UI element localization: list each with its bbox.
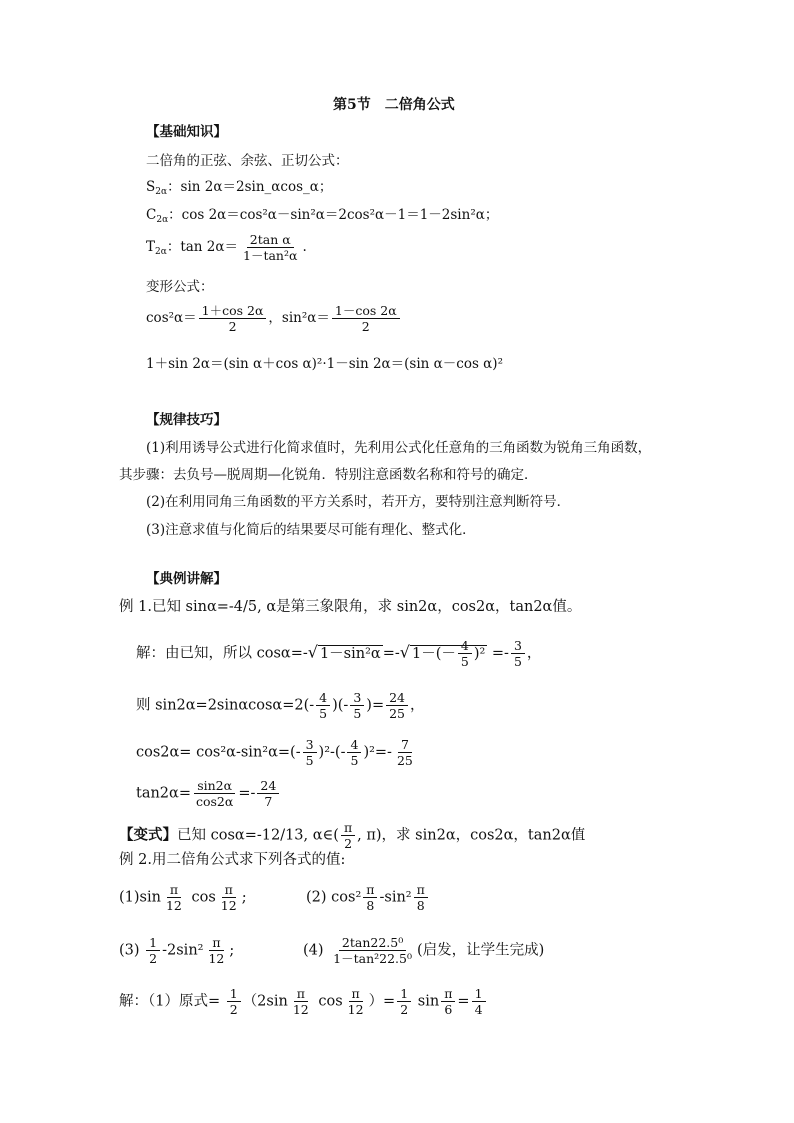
sol1-radicand-1: 1－sin²α — [319, 645, 381, 662]
t2a-prefix: ：tan 2α＝ — [166, 239, 238, 255]
q3-frac-1 — [146, 935, 160, 966]
sol2-frac-1 — [227, 986, 241, 1017]
sin2-den: 2 — [361, 319, 370, 334]
sol1-eq: =- — [487, 645, 509, 662]
q1-frac-1 — [163, 882, 185, 913]
cos2-den: 2 — [228, 319, 237, 334]
question-2 — [306, 882, 430, 913]
s2a-formula — [146, 178, 332, 201]
sin2-prefix: ，sin²α＝ — [268, 310, 330, 326]
q3-frac-2 — [205, 935, 227, 966]
t2a-label: T — [146, 239, 156, 255]
frac-den: 2 — [149, 951, 158, 966]
tan2-frac-1 — [193, 778, 236, 809]
solution-2 — [119, 986, 488, 1017]
t2a-fraction — [240, 232, 300, 263]
sin2-frac-1 — [316, 690, 330, 721]
t2a-den: 1－tan²α — [243, 248, 298, 263]
cos2-mid: )²-(- — [318, 744, 346, 761]
variant-frac — [341, 820, 355, 851]
tan2-frac-2 — [257, 778, 279, 809]
frac-den: 5 — [350, 753, 359, 768]
s2a-text: ：sin 2α＝2sin_αcos_α； — [167, 179, 333, 195]
q3-mid: -2sin² — [162, 942, 204, 959]
frac-num: π — [363, 882, 377, 898]
q4-frac — [330, 935, 415, 966]
frac-num: π — [222, 882, 236, 898]
frac-num: 3 — [511, 638, 525, 654]
frac-den: cos2α — [195, 794, 234, 809]
c2a-label: C — [146, 207, 157, 223]
q1-frac-2 — [218, 882, 240, 913]
variant-label: 【变式】 — [119, 826, 177, 844]
q2-frac-1 — [363, 882, 377, 913]
frac-num: 4 — [458, 638, 472, 654]
sol1-rad2-pre: 1－(－ — [411, 645, 456, 662]
frac-num: 1 — [146, 935, 160, 951]
s2a-sub: 2α — [155, 187, 168, 197]
sol1-mid: =- — [382, 645, 400, 662]
frac-num: π — [349, 986, 363, 1002]
frac-num: π — [294, 986, 308, 1002]
question-3 — [119, 935, 234, 966]
frac-num: π — [441, 986, 455, 1002]
cos2-eq: )²=- — [363, 744, 392, 761]
frac-num: 4 — [316, 690, 330, 706]
tips-p2: (2)在利用同角三角函数的平方关系时，若开方，要特别注意判断符号． — [146, 494, 571, 510]
frac-den: 5 — [460, 654, 469, 669]
sol2-c: ）= — [368, 993, 396, 1010]
tips-p3: (3)注意求值与化简后的结果要尽可能有理化、整式化． — [146, 522, 476, 538]
t2a-sub: 2α — [155, 247, 167, 257]
sol2-frac-4 — [397, 986, 411, 1017]
q3-pre: (3) — [119, 942, 145, 959]
c2a-text: ：cos 2α＝cos²α－sin²α＝2cos²α－1＝1－2sin²α； — [168, 207, 499, 223]
frac-den: 1－tan²22.5⁰ — [333, 951, 412, 966]
frac-num: 3 — [350, 690, 364, 706]
solution-1-sin2 — [136, 690, 425, 721]
q2-mid: -sin² — [379, 889, 412, 906]
sol2-frac-5 — [441, 986, 455, 1017]
q3-end: ; — [229, 942, 235, 959]
sol2-frac-3 — [345, 986, 367, 1017]
tan2-eq: =- — [238, 785, 256, 802]
frac-den: 5 — [319, 706, 328, 721]
variant-heading: 变形公式： — [146, 279, 214, 295]
t2a-end: . — [302, 239, 307, 255]
frac-den: 12 — [347, 1002, 364, 1017]
sin2-num: 1－cos 2α — [332, 303, 400, 319]
cos2-fraction — [199, 303, 267, 334]
sin2-frac-2 — [350, 690, 364, 721]
frac-den: 5 — [305, 753, 314, 768]
frac-num: 4 — [347, 737, 361, 753]
frac-num: 24 — [386, 690, 408, 706]
frac-num: 1 — [227, 986, 241, 1002]
q1-end: ; — [241, 889, 247, 906]
tan2-pre: tan2α= — [136, 785, 191, 802]
frac-num: sin2α — [194, 778, 235, 794]
examples-heading: 【典例讲解】 — [146, 571, 227, 587]
frac-num: 1 — [397, 986, 411, 1002]
sin2-mid: )(- — [332, 697, 349, 714]
cos2-frac-3 — [394, 737, 416, 768]
q2-frac-2 — [414, 882, 428, 913]
frac-den: 2 — [229, 1002, 238, 1017]
variant-post: , π)，求 sin2α，cos2α，tan2α值 — [357, 827, 586, 844]
basics-intro: 二倍角的正弦、余弦、正切公式： — [146, 153, 349, 169]
sin2-pre: 则 sin2α=2sinαcosα=2(- — [136, 697, 315, 714]
frac-den: 4 — [474, 1002, 483, 1017]
sol2-frac-2 — [290, 986, 312, 1017]
frac-den: 25 — [396, 753, 413, 768]
c2a-formula — [146, 206, 498, 229]
frac-den: 12 — [208, 951, 225, 966]
example-1: 例 1.已知 sinα=-4/5, α是第三象限角，求 sin2α，cos2α，tan2α值。 — [119, 599, 582, 615]
s2a-label: S — [146, 179, 156, 195]
sol2-pre: 解：（1）原式= — [119, 993, 225, 1010]
frac-den: 8 — [366, 898, 375, 913]
square-identities: 1＋sin 2α＝(sin α＋cos α)²·1－sin 2α＝(sin α－cos α)² — [146, 356, 503, 372]
cos2-prefix: cos²α＝ — [146, 310, 197, 326]
sin2-eq: )= — [366, 697, 385, 714]
sol2-e: = — [457, 993, 470, 1010]
page-title: 第5节 二倍角公式 — [333, 97, 455, 113]
sin2-end: ， — [410, 697, 425, 714]
frac-den: 5 — [353, 706, 362, 721]
half-angle-formulas — [146, 303, 402, 334]
q4-pre: (4) — [303, 942, 329, 959]
frac-den: 2 — [344, 836, 353, 851]
cos2-pre: cos2α= cos²α-sin²α=(- — [136, 744, 301, 761]
cos2-frac-1 — [303, 737, 317, 768]
sol2-frac-6 — [472, 986, 486, 1017]
frac-den: 25 — [389, 706, 405, 721]
sol2-a: （2sin — [242, 993, 288, 1010]
q1-mid: cos — [186, 889, 216, 906]
sol2-d: sin — [413, 993, 440, 1010]
example-2: 例 2.用二倍角公式求下列各式的值: — [119, 852, 346, 868]
sin2-fraction — [332, 303, 400, 334]
basics-heading: 【基础知识】 — [146, 124, 227, 140]
variant-pre: 已知 cosα=-12/13, α∈( — [177, 827, 339, 844]
sol1-rad2-post: )² — [473, 645, 486, 662]
q4-post: (启发，让学生完成) — [417, 942, 545, 959]
frac-den: 5 — [513, 654, 522, 669]
tips-heading: 【规律技巧】 — [146, 412, 227, 428]
sin2-frac-3 — [386, 690, 408, 721]
solution-1-cos — [136, 638, 541, 669]
frac-den: 6 — [444, 1002, 453, 1017]
solution-1-tan2 — [136, 778, 281, 809]
sol1-end: ， — [526, 645, 542, 662]
sol2-b: cos — [313, 993, 343, 1010]
sol1-frac-2 — [511, 638, 525, 669]
question-1 — [119, 882, 247, 913]
frac-den: 12 — [165, 898, 182, 913]
frac-num: π — [341, 820, 355, 836]
cos2-num: 1＋cos 2α — [199, 303, 267, 319]
frac-num: 2tan22.5⁰ — [339, 935, 406, 951]
c2a-sub: 2α — [156, 215, 169, 225]
sol1-frac-1 — [458, 638, 472, 669]
t2a-formula — [146, 232, 307, 263]
frac-num: π — [209, 935, 223, 951]
sqrt-icon: √ — [307, 642, 318, 662]
frac-num: 1 — [472, 986, 486, 1002]
tips-p1a: (1)利用诱导公式进行化简求值时，先利用公式化任意角的三角函数为锐角三角函数， — [146, 440, 652, 456]
sqrt-icon: √ — [399, 642, 410, 662]
tips-p1b: 其步骤：去负号—脱周期—化锐角．特别注意函数名称和符号的确定． — [119, 467, 538, 483]
q2-pre: (2) cos² — [306, 889, 362, 906]
sol1-radicand-2 — [410, 638, 487, 669]
frac-den: 2 — [400, 1002, 409, 1017]
frac-num: 24 — [257, 778, 279, 794]
variant-exercise — [119, 820, 585, 851]
frac-den: 7 — [264, 794, 273, 809]
frac-num: π — [167, 882, 181, 898]
q1-pre: (1)sin — [119, 889, 161, 906]
frac-den: 12 — [292, 1002, 309, 1017]
question-4 — [303, 935, 544, 966]
frac-num: π — [414, 882, 428, 898]
sol1-prefix: 解：由已知，所以 cosα=- — [136, 645, 308, 662]
frac-den: 12 — [220, 898, 237, 913]
solution-1-cos2 — [136, 737, 418, 768]
frac-den: 8 — [416, 898, 425, 913]
cos2-frac-2 — [347, 737, 361, 768]
frac-num: 3 — [303, 737, 317, 753]
frac-num: 7 — [398, 737, 412, 753]
t2a-num: 2tan α — [247, 232, 294, 248]
